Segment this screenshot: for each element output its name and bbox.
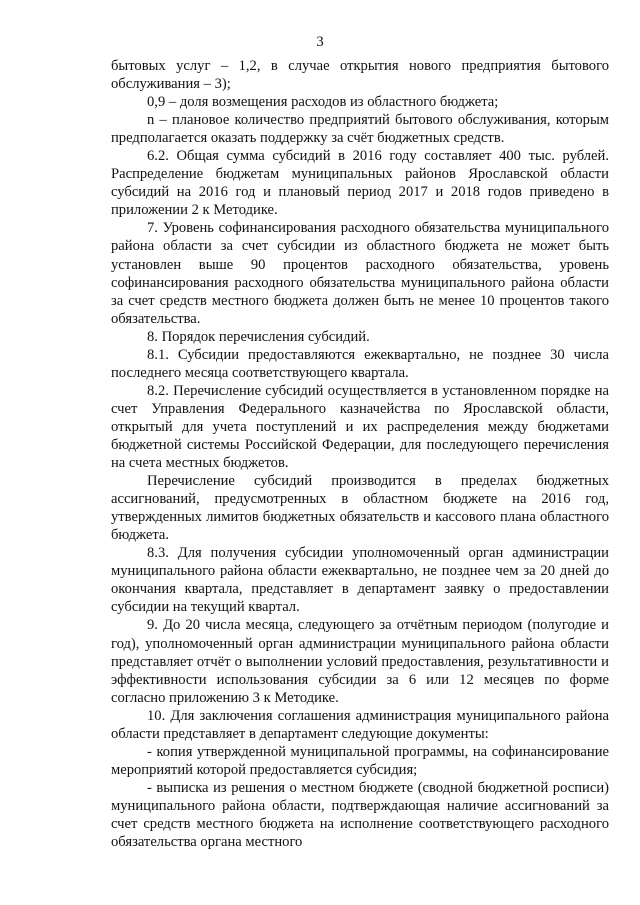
- paragraph: Перечисление субсидий производится в пределах бюджетных ассигнований, предусмотренных в областном бюджете на 2016 год, утвержденных лимитов бюджетных обязательств и кассового плана областного бюджета.: [111, 473, 609, 544]
- paragraph: 6.2. Общая сумма субсидий в 2016 году составляет 400 тыс. рублей. Распределение бюджетам муниципальных районов Ярославской области субсидий на 2016 год и плановый период 2017 и 2018 годов приведено в приложении 2 к Методике.: [111, 148, 609, 219]
- paragraph: 8. Порядок перечисления субсидий.: [147, 328, 370, 345]
- paragraph: 9. До 20 числа месяца, следующего за отчётным периодом (полугодие и год), уполномоченный орган администрации муниципального района области представляет отчёт о выполнении условий предоставления, результативности и эффективности использования субсидии за 6 или 12 месяцев по форме согласно приложению 3 к Методике.: [111, 617, 609, 706]
- paragraph: бытовых услуг – 1,2, в случае открытия нового предприятия бытового обслуживания – 3);: [111, 58, 609, 93]
- paragraph: 8.3. Для получения субсидии уполномоченный орган администрации муниципального района области ежеквартально, не позднее чем за 20 дней до окончания квартала, представляет в департамент заявку о предоставлении субсидии на текущий квартал.: [111, 545, 609, 616]
- paragraph: 8.2. Перечисление субсидий осуществляется в установленном порядке на счет Управления Федерального казначейства по Ярославской области, открытый для учета поступлений и их распределения между бюджетами бюджетной системы Российской Федерации, для последующего перечисления на счета местных бюджетов.: [111, 382, 609, 472]
- page-number: 3: [316, 34, 324, 50]
- paragraph: - копия утвержденной муниципальной программы, на софинансирование мероприятий которой предоставляется субсидия;: [111, 743, 609, 778]
- paragraph: 7. Уровень софинансирования расходного обязательства муниципального района области за счет субсидии из областного бюджета не может быть установлен выше 90 процентов расходного обязательства, уровень софинансирования расходного обязательства муниципального района области за счет средств местного бюджета должен быть не менее 10 процентов такого обязательства.: [111, 220, 609, 327]
- paragraph: 0,9 – доля возмещения расходов из областного бюджета;: [147, 94, 499, 111]
- paragraph: n – плановое количество предприятий бытового обслуживания, которым предполагается оказать поддержку за счёт бюджетных средств.: [111, 112, 609, 147]
- paragraph: - выписка из решения о местном бюджете (сводной бюджетной росписи) муниципального района области, подтверждающая наличие ассигнований за счет средств местного бюджета на исполнение соответствующего расходного обязательства органа местного: [111, 779, 609, 851]
- document-body: [111, 57, 609, 851]
- paragraph: 10. Для заключения соглашения администрация муниципального района области представляет в департамент следующие документы:: [111, 707, 609, 742]
- paragraph: 8.1. Субсидии предоставляются ежеквартально, не позднее 30 числа последнего месяца соответствующего квартала.: [111, 346, 609, 381]
